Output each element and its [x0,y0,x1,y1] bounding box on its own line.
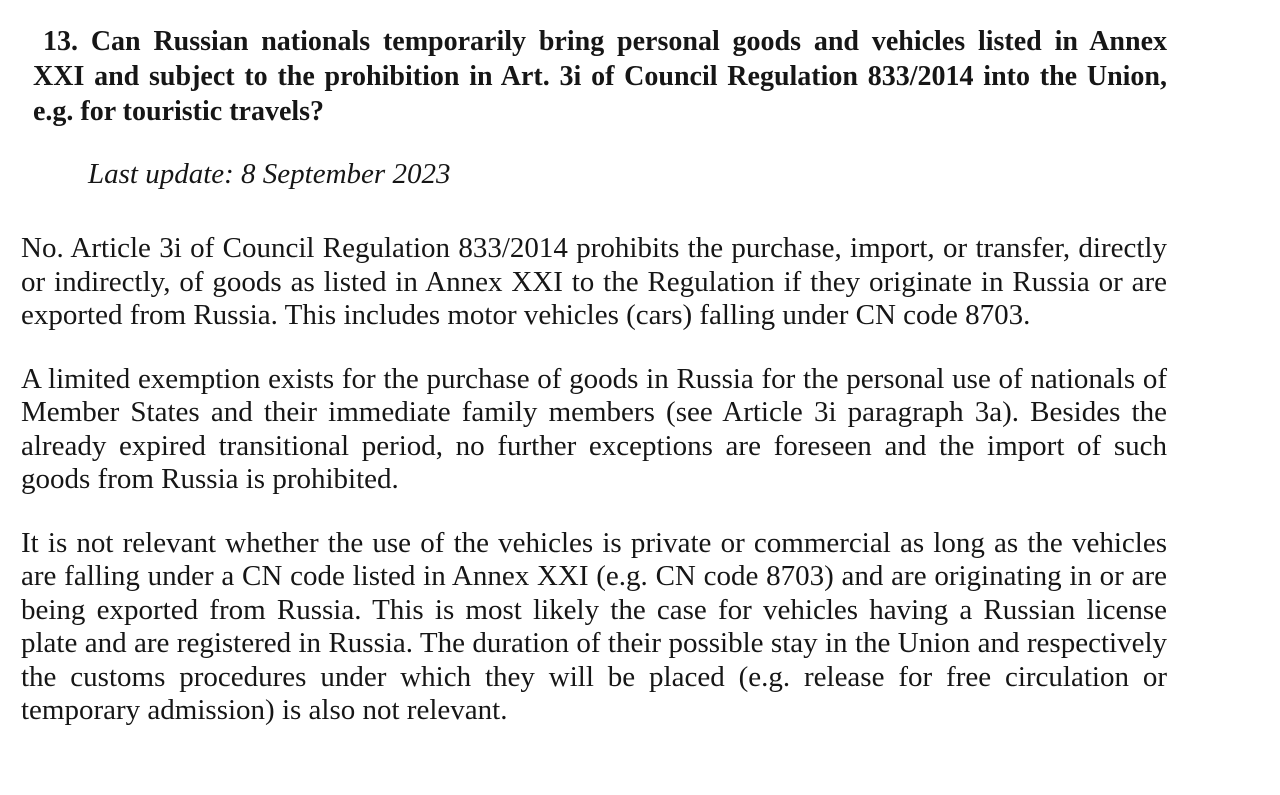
last-update-line: Last update: 8 September 2023 [88,158,451,190]
text-line: are falling under a CN code listed in Annex XXI (e.g. CN code 8703) and are originating in or are [21,560,1167,592]
text-line: Member States and their immediate family members (see Article 3i paragraph 3a). Besides the [21,396,1167,428]
text-line: temporary admission) is also not relevant. [21,694,508,726]
text-line: No. Article 3i of Council Regulation 833/2014 prohibits the purchase, import, or transfer, directly [21,232,1167,264]
text-line: exported from Russia. This includes motor vehicles (cars) falling under CN code 8703. [21,299,1031,331]
text-line: being exported from Russia. This is most likely the case for vehicles having a Russian license [21,593,1167,626]
answer-paragraph-1 [21,232,1167,333]
text-line: 13. Can Russian nationals temporarily bring personal goods and vehicles listed in Annex [43,26,1167,57]
question-heading [33,24,1167,129]
text-line: already expired transitional period, no further exceptions are foreseen and the import of such [21,429,1167,462]
text-line: plate and are registered in Russia. The duration of their possible stay in the Union and respectively [21,627,1167,659]
text-line: XXI and subject to the prohibition in Art. 3i of Council Regulation 833/2014 into the Union, [33,61,1167,92]
answer-paragraph-3 [21,527,1167,728]
text-line: goods from Russia is prohibited. [21,463,399,495]
text-line: A limited exemption exists for the purchase of goods in Russia for the personal use of nationals of [21,362,1167,395]
text-line: the customs procedures under which they will be placed (e.g. release for free circulation or [21,660,1167,693]
text-line: or indirectly, of goods as listed in Annex XXI to the Regulation if they originate in Russia or are [21,265,1167,298]
text-line: e.g. for touristic travels? [33,96,325,127]
answer-paragraph-2 [21,363,1167,497]
text-line: It is not relevant whether the use of the vehicles is private or commercial as long as the vehicles [21,526,1167,559]
